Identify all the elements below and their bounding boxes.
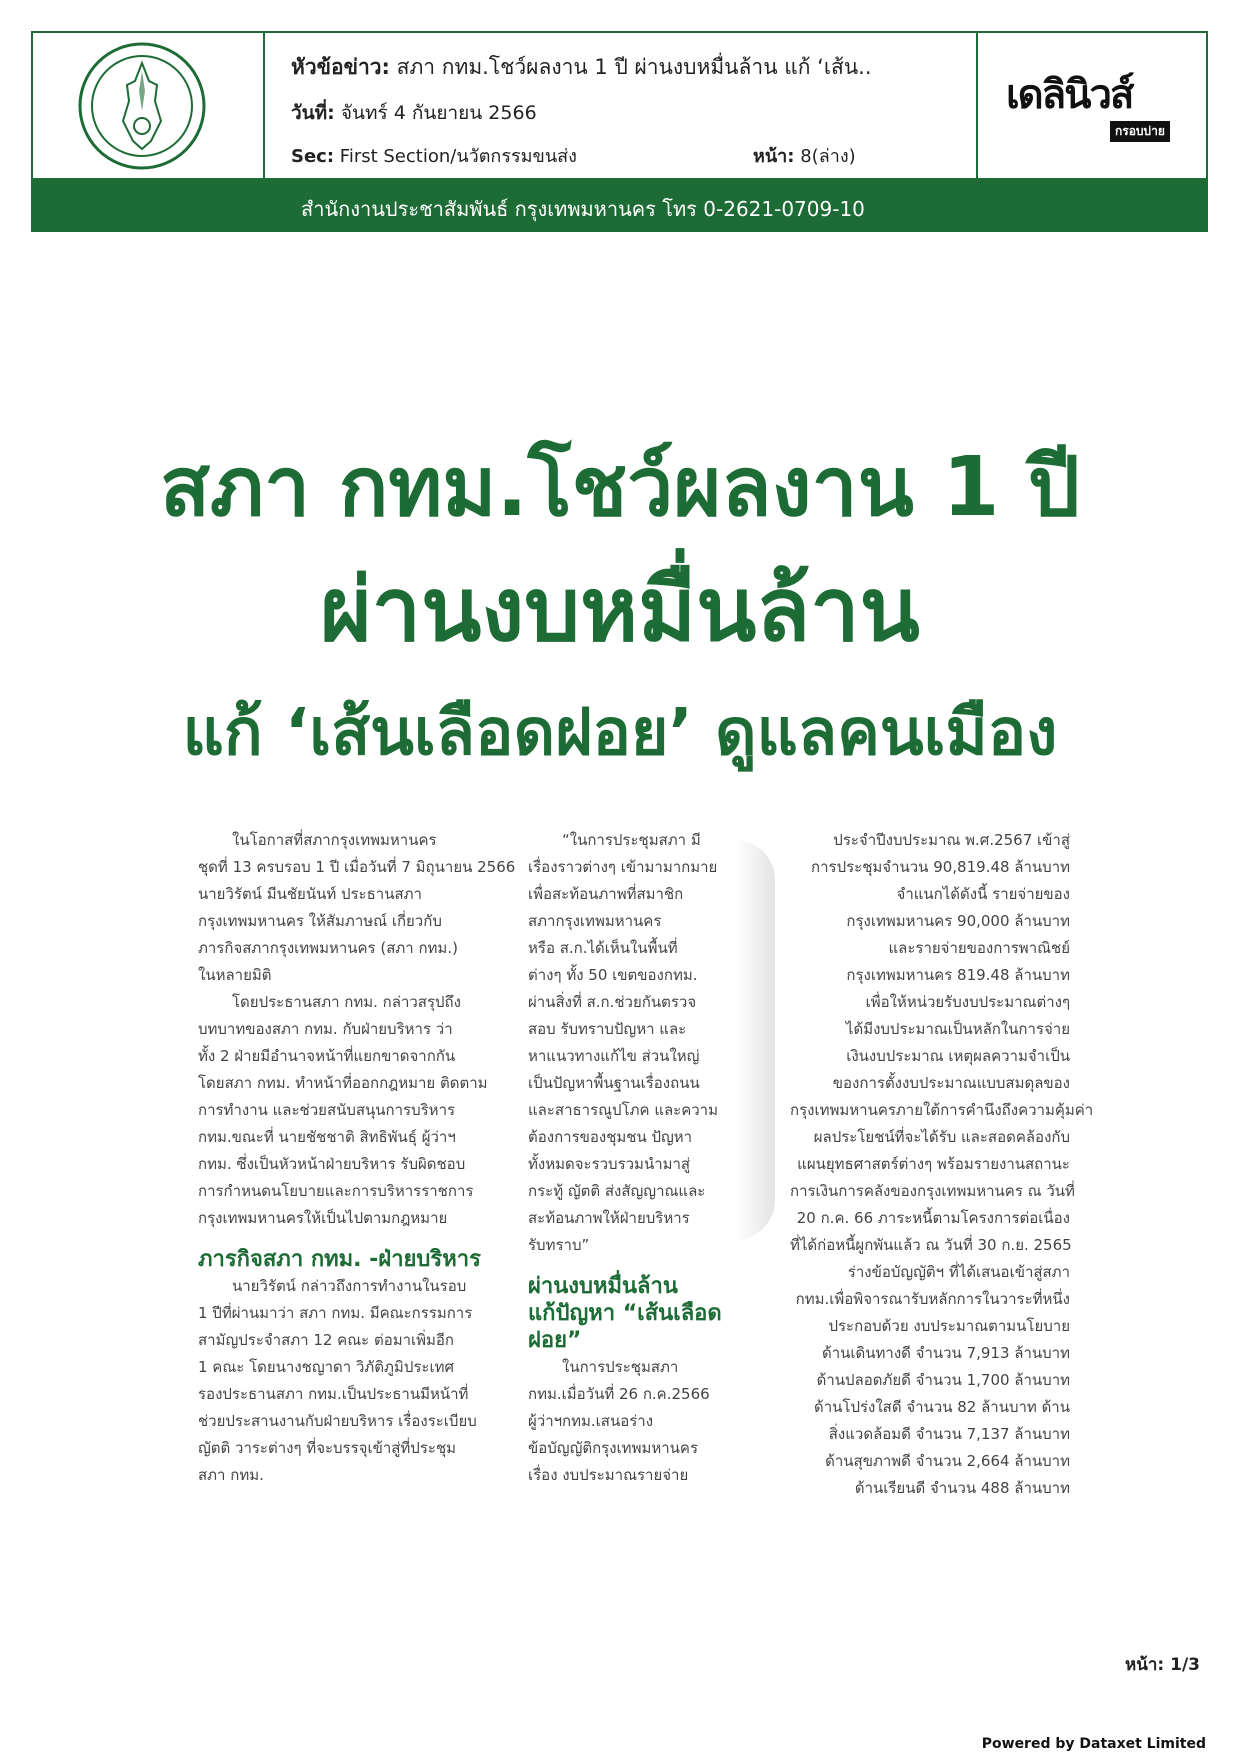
topic-line: หัวข้อข่าว: สภา กทม.โชว์ผลงาน 1 ปี ผ่านงบหมื่นล้าน แก้ ‘เส้น..	[291, 55, 872, 79]
subhead-council-mission: ภารกิจสภา กทม. -ฝ่ายบริหาร	[198, 1247, 481, 1272]
page-indicator: หน้า: 1/3	[1125, 1655, 1200, 1675]
article-column-1: ในโอกาสที่สภากรุงเทพมหานคร ชุดที่ 13 ครบรอบ 1 ปี เมื่อวันที่ 7 มิถุนายน 2566 นายวิรัตน์ มีนชัยนันท์ ประธานสภา กรุงเทพมหานคร ให้สัมภาษณ์ เกี่ยวกับ ภารกิจสภากรุงเทพมหานคร (สภา กทม.) ในหลายมิติ โดยประธานสภา กทม. กล่าวสรุปถึง บทบาทของสภา กทม. กับฝ่ายบริหาร ว่า ทั้ง 2 ฝ่ายมีอำนาจหน้าที่แยกขาดจากกัน โดยสภา กทม. ทำหน้าที่ออกกฎหมาย ติดตาม การทำงาน และช่วยสนับสนุนการบริหาร กทม.ขณะที่ นายชัชชาติ สิทธิพันธุ์ ผู้ว่าฯ กทม. ซึ่งเป็นหัวหน้าฝ่ายบริหาร รับผิดชอบ การกำหนดนโยบายและการบริหารราชการ กรุงเทพมหานครให้เป็นไปตามกฎหมาย ภารกิจสภา กทม. -ฝ่ายบริหาร นายวิรัตน์ กล่าวถึงการทำงานในรอบ 1 ปีที่ผ่านมาว่า สภา กทม. มีคณะกรรมการ สามัญประจำสภา 12 คณะ ต่อมาเพิ่มอีก 1 คณะ โดยนางชญาดา วิภัติภูมิประเทศ รองประธานสภา กทม.เป็นประธานมีหน้าที่ ช่วยประสานงานกับฝ่ายบริหาร เรื่องระเบียบ ญัตติ วาระต่างๆ ที่จะบรรจุเข้าสู่ที่ประชุม สภา กทม.	[198, 831, 516, 1484]
powered-by: Powered by Dataxet Limited	[981, 1736, 1206, 1752]
headline-line-3: แก้ ‘เส้นเลือดฝอย’ ดูแลคนเมือง	[182, 696, 1058, 770]
page-fold-shadow	[735, 840, 775, 1240]
page-reference: หน้า: 8(ล่าง)	[753, 146, 856, 167]
subhead-budget: ผ่านงบหมื่นล้าน	[528, 1274, 678, 1299]
section-line: Sec: First Section/นวัตกรรมขนส่ง	[291, 146, 577, 167]
headline-line-1: สภา กทม.โชว์ผลงาน 1 ปี	[160, 440, 1080, 535]
headline-line-2: ผ่านงบหมื่นล้าน	[320, 558, 920, 661]
logo-cell	[33, 33, 265, 178]
date-line: วันที่: จันทร์ 4 กันยายน 2566	[291, 102, 537, 124]
article-column-3: ประจำปีงบประมาณ พ.ศ.2567 เข้าสู่ การประชุมจำนวน 90,819.48 ล้านบาท จำแนกได้ดังนี้ รายจ่ายของ กรุงเทพมหานคร 90,000 ล้านบาท และรายจ่ายของการพาณิชย์ กรุงเทพมหานคร 819.48 ล้านบาท เพื่อให้หน่วยรับงบประมาณต่างๆ ได้มีงบประมาณเป็นหลักในการจ่าย เงินงบประมาณ เหตุผลความจำเป็น ของการตั้งงบประมาณแบบสมดุลของ กรุงเทพมหานครภายใต้การคำนึงถึงความคุ้มค่า ผลประโยชน์ที่จะได้รับ และสอดคล้องกับ แผนยุทธศาสตร์ต่างๆ พร้อมรายงานสถานะ การเงินการคลังของกรุงเทพมหานคร ณ วันที่ 20 ก.ค. 66 ภาระหนี้ตามโครงการต่อเนื่อง ที่ได้ก่อหนี้ผูกพันแล้ว ณ วันที่ 30 ก.ย. 2565 ร่างข้อบัญญัติฯ ที่ได้เสนอเข้าสู่สภา กทม.เพื่อพิจารณารับหลักการในวาระที่หนึ่ง ประกอบด้วย งบประมาณตามนโยบาย ด้านเดินทางดี จำนวน 7,913 ล้านบาท ด้านปลอดภัยดี จำนวน 1,700 ล้านบาท ด้านโปร่งใสดี จำนวน 82 ล้านบาท ด้าน สิ่งแวดล้อมดี จำนวน 7,137 ล้านบาท ด้านสุขภาพดี จำนวน 2,664 ล้านบาท ด้านเรียนดี จำนวน 488 ล้านบาท	[790, 831, 1094, 1497]
newspaper-brand: เดลินิวส์	[1006, 72, 1133, 118]
office-bar: สำนักงานประชาสัมพันธ์ กรุงเทพมหานคร โทร 0-2621-0709-10	[31, 180, 1208, 232]
brand-edition: กรอบบ่าย	[1110, 121, 1170, 142]
brand-cell	[976, 33, 1206, 178]
bangkok-seal-icon	[77, 41, 207, 171]
header-info	[291, 33, 976, 178]
article-column-2: “ในการประชุมสภา มี เรื่องราวต่างๆ เข้ามามากมาย เพื่อสะท้อนภาพที่สมาชิก สภากรุงเทพมหานคร หรือ ส.ก.ได้เห็นในพื้นที่ ต่างๆ ทั้ง 50 เขตของกทม. ผ่านสิ่งที่ ส.ก.ช่วยกันตรวจ สอบ รับทราบปัญหา และ หาแนวทางแก้ไข ส่วนใหญ่ เป็นปัญหาพื้นฐานเรื่องถนน และสาธารณูปโภค และความ ต้องการของชุมชน ปัญหา ทั้งหมดจะรวบรวมนำมาสู่ กระทู้ ญัตติ ส่งสัญญาณและ สะท้อนภาพให้ฝ่ายบริหาร รับทราบ” ผ่านงบหมื่นล้าน แก้ปัญหา “เส้นเลือด ฝอย” ในการประชุมสภา กทม.เมื่อวันที่ 26 ก.ค.2566 ผู้ว่าฯกทม.เสนอร่าง ข้อบัญญัติกรุงเทพมหานคร เรื่อง งบประมาณรายจ่าย	[528, 827, 728, 1489]
header-box	[31, 31, 1208, 180]
